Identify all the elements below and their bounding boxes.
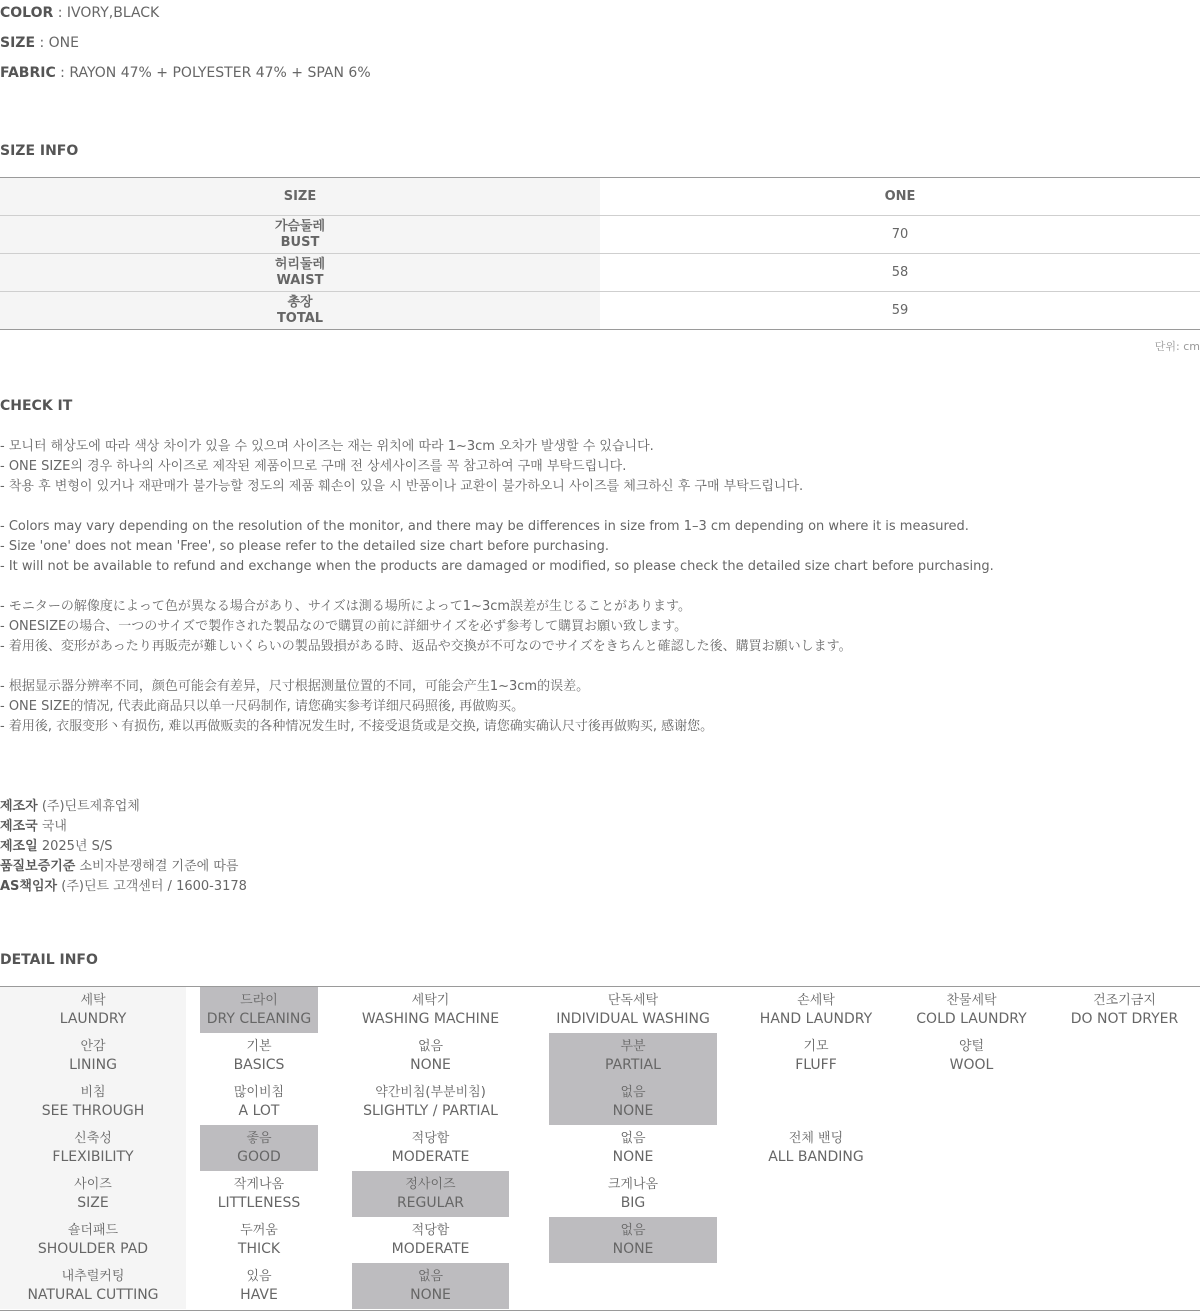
- detail-option-en: REGULAR: [396, 1195, 465, 1211]
- detail-option-en: BIG: [620, 1195, 646, 1211]
- detail-row: [0, 1217, 1200, 1263]
- note-line: - モニターの解像度によって色が異なる場合があり、サイズは測る場所によって1~3cm誤差が生じることがあります。: [0, 599, 691, 614]
- detail-row-label: [0, 1033, 186, 1079]
- detail-option-en: HAVE: [240, 1287, 278, 1303]
- detail-label-kr: 세탁: [80, 993, 106, 1008]
- detail-option: [200, 1171, 318, 1217]
- detail-option: [352, 987, 509, 1033]
- note-line: - ONE SIZE의 경우 하나의 사이즈로 제작된 제품이므로 구매 전 상세사이즈를 꼭 참고하여 구매 부탁드립니다.: [0, 459, 627, 474]
- size-label-kr: 허리둘레: [274, 256, 326, 272]
- maker-key: 제조자: [0, 799, 38, 814]
- detail-option-en: THICK: [237, 1241, 281, 1257]
- detail-row: [0, 1263, 1200, 1309]
- detail-option-selected: [549, 1033, 717, 1079]
- check-it-notes: [0, 437, 994, 737]
- detail-label-kr: 숄더패드: [67, 1223, 119, 1238]
- detail-label-kr: 안감: [80, 1039, 106, 1054]
- detail-option-selected: [352, 1171, 509, 1217]
- detail-option: [352, 1079, 509, 1125]
- detail-row-label: [0, 1079, 186, 1125]
- detail-option-kr: 좋음: [246, 1131, 272, 1146]
- spec-color-value: : IVORY,BLACK: [53, 5, 160, 21]
- detail-option-en: DRY CLEANING: [206, 1011, 312, 1027]
- maker-key: 제조국: [0, 819, 38, 834]
- detail-option-en: INDIVIDUAL WASHING: [556, 1011, 710, 1027]
- spec-size-value: : ONE: [35, 35, 79, 51]
- maker-value: (주)딘트제휴업체: [37, 799, 140, 814]
- detail-option-en: WASHING MACHINE: [361, 1011, 500, 1027]
- detail-option-kr: 없음: [417, 1039, 444, 1054]
- detail-option-en: SLIGHTLY / PARTIAL: [363, 1103, 498, 1119]
- detail-option-en: DO NOT DRYER: [1070, 1011, 1179, 1027]
- detail-option-kr: 부분: [620, 1039, 646, 1054]
- detail-label-kr: 신축성: [74, 1131, 112, 1146]
- size-row-value: 59: [891, 303, 909, 318]
- maker-value: (주)딘트 고객센터 / 1600-3178: [57, 879, 247, 894]
- detail-label-en: SIZE: [77, 1195, 109, 1211]
- size-row-label: [0, 292, 600, 330]
- detail-option-selected: [200, 987, 318, 1033]
- detail-option-kr: 양털: [958, 1039, 985, 1054]
- detail-option: [200, 1263, 318, 1309]
- size-info-title: SIZE INFO: [0, 143, 79, 159]
- detail-option: [352, 1125, 509, 1171]
- detail-row-label: [0, 1125, 186, 1171]
- spec-color: [0, 0, 371, 30]
- detail-option-en: LITTLENESS: [217, 1195, 301, 1211]
- detail-option-en: COLD LAUNDRY: [916, 1011, 1027, 1027]
- detail-row-label: [0, 1263, 186, 1309]
- detail-option: [745, 987, 887, 1033]
- detail-option: [905, 1033, 1038, 1079]
- detail-option-en: NONE: [612, 1241, 654, 1257]
- detail-label-en: SEE THROUGH: [41, 1103, 145, 1119]
- size-row-label: [0, 216, 600, 254]
- detail-option-kr: 단독세탁: [607, 993, 659, 1008]
- detail-label-en: FLEXIBILITY: [52, 1149, 134, 1165]
- spec-fabric-value: : RAYON 47% + POLYESTER 47% + SPAN 6%: [55, 65, 371, 81]
- detail-info-grid: [0, 986, 1200, 1311]
- detail-label-kr: 사이즈: [74, 1177, 112, 1192]
- detail-option-kr: 없음: [620, 1223, 646, 1238]
- detail-option: [745, 1033, 887, 1079]
- detail-option-kr: 기본: [246, 1039, 272, 1054]
- detail-option: [200, 1079, 318, 1125]
- detail-label-kr: 비침: [80, 1085, 106, 1100]
- detail-option-kr: 많이비침: [233, 1085, 285, 1100]
- note-line: - Size 'one' does not mean 'Free', so please refer to the detailed size chart before purchasing.: [0, 539, 610, 554]
- detail-option-en: MODERATE: [391, 1149, 470, 1165]
- note-line: - 착용 후 변형이 있거나 재판매가 불가능할 정도의 제품 훼손이 있을 시 반품이나 교환이 불가하오니 사이즈를 체크하신 후 구매 부탁드립니다.: [0, 479, 804, 494]
- detail-option-kr: 건조기금지: [1093, 993, 1156, 1008]
- detail-option: [352, 1217, 509, 1263]
- note-line: - 着用後、変形があったり再販売が難しいくらいの製品毀損がある時、返品や交換が不可なのでサイズをきちんと確認した後、購買お願いします。: [0, 639, 852, 654]
- size-header-value: ONE: [600, 178, 1200, 216]
- detail-option-kr: 정사이즈: [405, 1177, 456, 1192]
- detail-option-en: HAND LAUNDRY: [759, 1011, 873, 1027]
- spec-size: [0, 30, 371, 60]
- maker-info: [0, 797, 247, 897]
- detail-option-kr: 없음: [620, 1131, 646, 1146]
- note-line: - Colors may vary depending on the resolution of the monitor, and there may be differences in size from 1–3 cm depending on where it is measured.: [0, 519, 969, 534]
- detail-option: [905, 987, 1038, 1033]
- spec-size-key: SIZE: [0, 35, 36, 51]
- maker-row: [0, 797, 247, 817]
- note-line: - ONE SIZE的情况, 代表此商品只以单一尺码制作, 请您确实参考详细尺码照後, 再做购买。: [0, 699, 525, 714]
- detail-option-en: GOOD: [237, 1149, 281, 1165]
- note-line: - 모니터 해상도에 따라 색상 차이가 있을 수 있으며 사이즈는 재는 위치에 따라 1~3cm 오차가 발생할 수 있습니다.: [0, 439, 654, 454]
- detail-label-en: NATURAL CUTTING: [27, 1287, 159, 1303]
- detail-row: [0, 1079, 1200, 1125]
- note-line: - 着用後, 衣服变形丶有损伤, 难以再做贩卖的各种情况发生时, 不接受退货或是交换, 请您确实确认尺寸後再做购买, 感谢您。: [0, 719, 714, 734]
- note-line: - It will not be available to refund and exchange when the products are damaged or modified, so please check the detailed size chart before purchasing.: [0, 559, 994, 574]
- maker-value: 소비자분쟁해결 기준에 따름: [75, 859, 239, 874]
- detail-label-en: LINING: [69, 1057, 117, 1073]
- detail-option-kr: 전체 밴딩: [788, 1131, 844, 1146]
- maker-row: [0, 877, 247, 897]
- detail-option-en: NONE: [410, 1287, 451, 1303]
- size-row-value: 70: [600, 216, 1200, 254]
- detail-option: [549, 987, 717, 1033]
- size-table-row: [0, 254, 1200, 292]
- detail-option-selected: [352, 1263, 509, 1309]
- size-label-en: BUST: [280, 234, 320, 250]
- detail-option-en: BASICS: [233, 1057, 285, 1073]
- detail-option: [200, 1033, 318, 1079]
- detail-label-kr: 내추럴커팅: [61, 1269, 125, 1284]
- size-row-label: [0, 254, 600, 292]
- detail-option-kr: 작게나옴: [233, 1177, 285, 1192]
- detail-option: [549, 1171, 717, 1217]
- size-row-value: 58: [600, 254, 1200, 292]
- detail-option-en: PARTIAL: [605, 1057, 661, 1073]
- spec-color-key: COLOR: [0, 5, 54, 21]
- detail-label-en: LAUNDRY: [59, 1011, 127, 1027]
- detail-option-en: WOOL: [949, 1057, 994, 1073]
- maker-key: 제조일: [0, 839, 38, 854]
- size-unit-note: 단위: cm: [1154, 340, 1200, 353]
- detail-option-kr: 손세탁: [797, 993, 835, 1008]
- size-label-en: TOTAL: [276, 310, 324, 326]
- detail-option-kr: 찬물세탁: [946, 993, 997, 1008]
- detail-option-kr: 세탁기: [411, 993, 450, 1008]
- detail-option-selected: [200, 1125, 318, 1171]
- detail-option: [745, 1125, 887, 1171]
- detail-option-en: MODERATE: [391, 1241, 470, 1257]
- detail-info-title: DETAIL INFO: [0, 952, 98, 968]
- detail-row: [0, 1125, 1200, 1171]
- detail-option-selected: [549, 1217, 717, 1263]
- maker-value: 국내: [37, 819, 67, 834]
- detail-row-label: [0, 1217, 186, 1263]
- detail-option-kr: 기모: [803, 1039, 829, 1054]
- detail-option-kr: 두꺼움: [240, 1223, 278, 1238]
- maker-row: [0, 817, 247, 837]
- detail-row: [0, 1033, 1200, 1079]
- product-specs: [0, 0, 371, 90]
- detail-option-kr: 있음: [246, 1269, 272, 1284]
- detail-option-en: A LOT: [238, 1103, 280, 1119]
- note-line: - ONESIZEの場合、一つのサイズで製作された製品なので購買の前に詳細サイズを必ず参考して購買お願い致します。: [0, 619, 688, 634]
- detail-option: [352, 1033, 509, 1079]
- detail-option-kr: 없음: [620, 1085, 646, 1100]
- detail-option: [549, 1125, 717, 1171]
- detail-option-selected: [549, 1079, 717, 1125]
- detail-option-kr: 드라이: [240, 993, 278, 1008]
- note-line: - 根据显示器分辨率不同，颜色可能会有差异，尺寸根据测量位置的不同，可能会产生1~3cm的误差。: [0, 679, 590, 694]
- size-table-row: [0, 216, 1200, 254]
- detail-option: [1058, 987, 1191, 1033]
- detail-option-kr: 약간비침(부분비침): [375, 1085, 486, 1100]
- spec-fabric: [0, 60, 371, 90]
- detail-option-en: NONE: [612, 1149, 654, 1165]
- detail-option-kr: 없음: [417, 1269, 444, 1284]
- maker-key: AS책임자: [0, 879, 58, 894]
- detail-option-kr: 적당함: [411, 1131, 450, 1146]
- detail-row: [0, 1171, 1200, 1217]
- size-label-kr: 가슴둘레: [274, 218, 326, 234]
- spec-fabric-key: FABRIC: [0, 65, 56, 81]
- size-label-kr: 총장: [287, 294, 313, 310]
- size-info-table: [0, 177, 1200, 330]
- detail-row-label: [0, 987, 186, 1033]
- detail-label-en: SHOULDER PAD: [37, 1241, 149, 1257]
- detail-option-en: NONE: [612, 1103, 654, 1119]
- detail-option-kr: 적당함: [411, 1223, 450, 1238]
- maker-key: 품질보증기준: [0, 859, 76, 874]
- maker-row: [0, 857, 247, 877]
- maker-value: 2025년 S/S: [37, 839, 113, 854]
- detail-row: [0, 987, 1200, 1033]
- detail-option-en: ALL BANDING: [768, 1149, 864, 1165]
- detail-option-en: FLUFF: [795, 1057, 837, 1073]
- size-table-header-row: [0, 178, 1200, 216]
- maker-row: [0, 837, 247, 857]
- size-table-row: [0, 292, 1200, 330]
- size-header-label: SIZE: [0, 178, 600, 216]
- detail-option-en: NONE: [410, 1057, 451, 1073]
- detail-option: [200, 1217, 318, 1263]
- detail-option-kr: 크게나옴: [607, 1177, 659, 1192]
- detail-row-label: [0, 1171, 186, 1217]
- check-it-title: CHECK IT: [0, 398, 73, 414]
- size-label-en: WAIST: [276, 272, 324, 288]
